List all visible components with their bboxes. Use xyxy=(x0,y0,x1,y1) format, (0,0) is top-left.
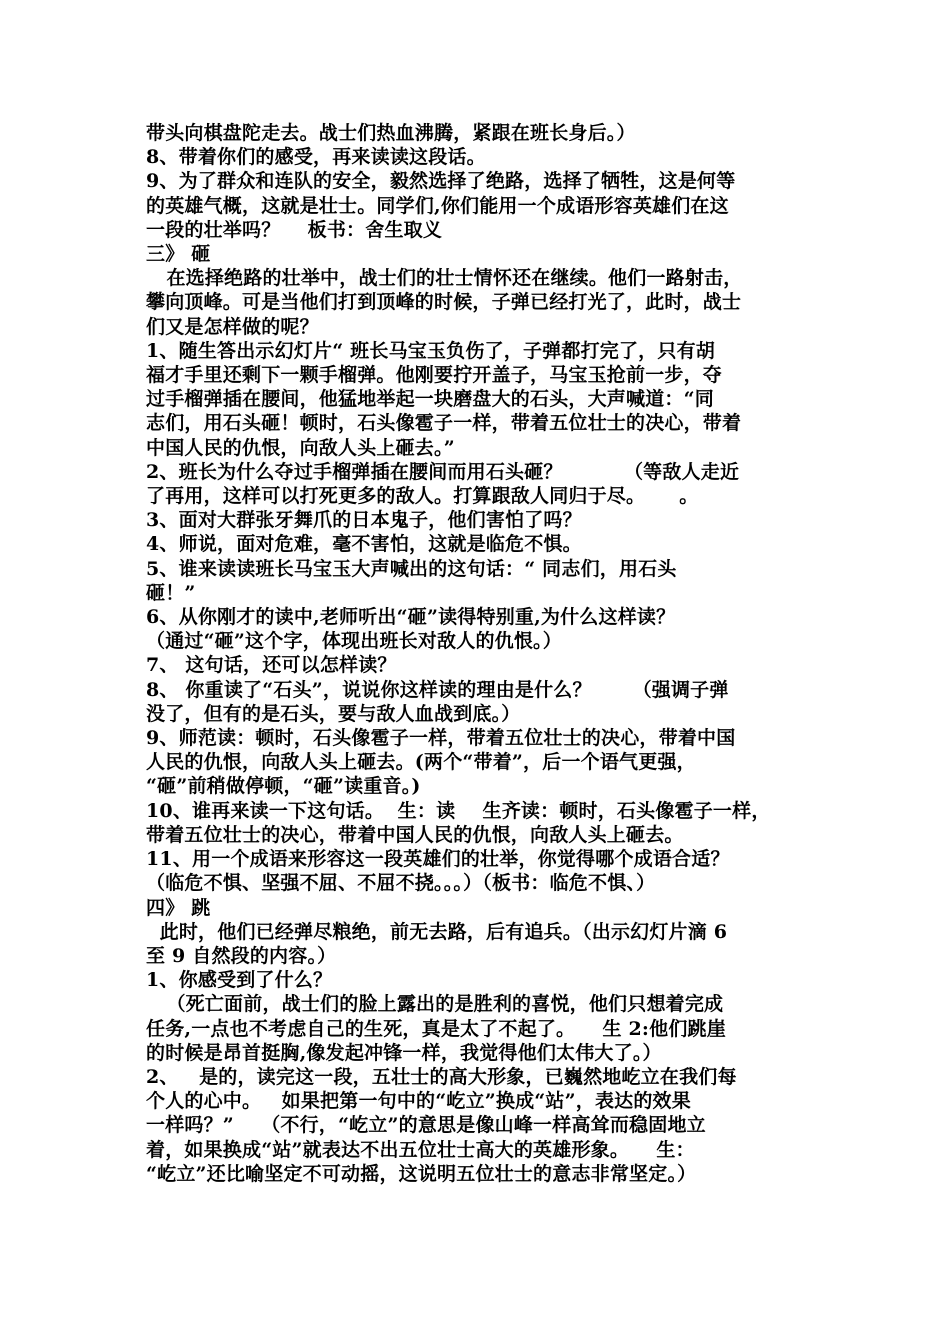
text-line: 过手榴弹插在腰间，他猛地举起一块磨盘大的石头，大声喊道：“同 xyxy=(146,388,714,411)
text-line: 攀向顶峰。可是当他们打到顶峰的时候，子弹已经打光了，此时，战士 xyxy=(146,291,742,314)
text-line: （死亡面前，战士们的脸上露出的是胜利的喜悦，他们只想着完成 xyxy=(146,993,724,1016)
text-line: 任务,一点也不考虑自己的生死，真是太了不起了。 生 2:他们跳崖 xyxy=(146,1017,726,1040)
text-line: “屹立”还比喻坚定不可动摇，这说明五位壮士的意志非常坚定。） xyxy=(146,1162,697,1185)
text-line: 三》 砸 xyxy=(146,243,211,266)
text-line: 着，如果换成“站”就表达不出五位壮士高大的英雄形象。 生： xyxy=(146,1138,695,1161)
text-line: 11、用一个成语来形容这一段英雄们的壮举，你觉得哪个成语合适？ xyxy=(146,848,730,871)
text-line: 没了，但有的是石头，要与敌人血战到底。） xyxy=(146,702,521,725)
document-body xyxy=(146,121,826,1186)
text-line: 8、 你重读了“石头”，说说你这样读的理由是什么？ （强调子弹 xyxy=(146,678,729,701)
text-line: 1、随生答出示幻灯片“ 班长马宝玉负伤了，子弹都打完了，只有胡 xyxy=(146,339,715,362)
text-line: 9、为了群众和连队的安全，毅然选择了绝路，选择了牺牲，这是何等 xyxy=(146,170,736,193)
text-line: 2、 是的，读完这一段，五壮士的高大形象，已巍然地屹立在我们每 xyxy=(146,1065,737,1088)
text-line: 8、带着你们的感受，再来读读这段话。 xyxy=(146,146,486,169)
text-line: 带头向棋盘陀走去。战士们热血沸腾，紧跟在班长身后。） xyxy=(146,122,636,144)
text-line: 们又是怎样做的呢？ xyxy=(146,315,319,338)
text-line: 在选择绝路的壮举中，战士们的壮士情怀还在继续。他们一路射击， xyxy=(146,267,743,290)
text-line: 1、你感受到了什么？ xyxy=(146,969,333,992)
text-line: 了再用，这样可以打死更多的敌人。打算跟敌人同归于尽。 。 xyxy=(146,485,699,508)
text-line: 一段的壮举吗？ 板书：舍生取义 xyxy=(146,218,443,241)
text-line: 四》 跳 xyxy=(146,896,211,919)
text-line: 3、面对大群张牙舞爪的日本鬼子，他们害怕了吗？ xyxy=(146,509,582,532)
text-line: （通过“砸”这个字，体现出班长对敌人的仇恨。） xyxy=(146,630,562,653)
text-line: （临危不惧、坚强不屈、不屈不挠。。。）（板书：临危不惧、） xyxy=(146,872,656,895)
text-line: 10、谁再来读一下这句话。 生：读 生齐读：顿时，石头像雹子一样， xyxy=(146,799,771,822)
text-line: 4、师说，面对危难，毫不害怕，这就是临危不惧。 xyxy=(146,533,582,556)
text-line: 一样吗？” （不行，“屹立”的意思是像山峰一样高耸而稳固地立 xyxy=(146,1114,706,1137)
text-line: 5、谁来读读班长马宝玉大声喊出的这句话：“ 同志们，用石头 xyxy=(146,557,677,580)
text-line: 的英雄气概，这就是壮士。同学们,你们能用一个成语形容英雄们在这 xyxy=(146,194,729,217)
text-line: 中国人民的仇恨，向敌人头上砸去。” xyxy=(146,436,455,459)
text-line: 9、师范读：顿时，石头像雹子一样，带着五位壮士的决心，带着中国 xyxy=(146,727,736,750)
text-line: 此时，他们已经弹尽粮绝，前无去路，后有追兵。（出示幻灯片滴 6 xyxy=(146,920,728,943)
text-line: 7、 这句话，还可以怎样读？ xyxy=(146,654,397,677)
text-line: 砸！” xyxy=(146,581,196,604)
text-line: 个人的心中。 如果把第一句中的“屹立”换成“站”，表达的效果 xyxy=(146,1090,691,1113)
text-line: 至 9 自然段的内容。） xyxy=(146,944,337,967)
text-line: 带着五位壮士的决心，带着中国人民的仇恨，向敌人头上砸去。 xyxy=(146,823,684,846)
text-line: 志们，用石头砸！顿时，石头像雹子一样，带着五位壮士的决心，带着 xyxy=(146,412,742,435)
text-line: 2、班长为什么夺过手榴弹插在腰间而用石头砸？ （等敌人走近 xyxy=(146,460,740,483)
text-line: 福才手里还剩下一颗手榴弹。他刚要拧开盖子，马宝玉抢前一步，夺 xyxy=(146,364,723,387)
text-line: 人民的仇恨，向敌人头上砸去。(两个“带着”，后一个语气更强， xyxy=(146,751,696,774)
text-line: 6、从你刚才的读中,老师听出“砸”读得特别重,为什么这样读？ xyxy=(146,606,676,629)
text-line: “砸”前稍做停顿，“砸”读重音。) xyxy=(146,775,421,798)
text-line: 的时候是昂首挺胸,像发起冲锋一样，我觉得他们太伟大了。） xyxy=(146,1041,662,1064)
